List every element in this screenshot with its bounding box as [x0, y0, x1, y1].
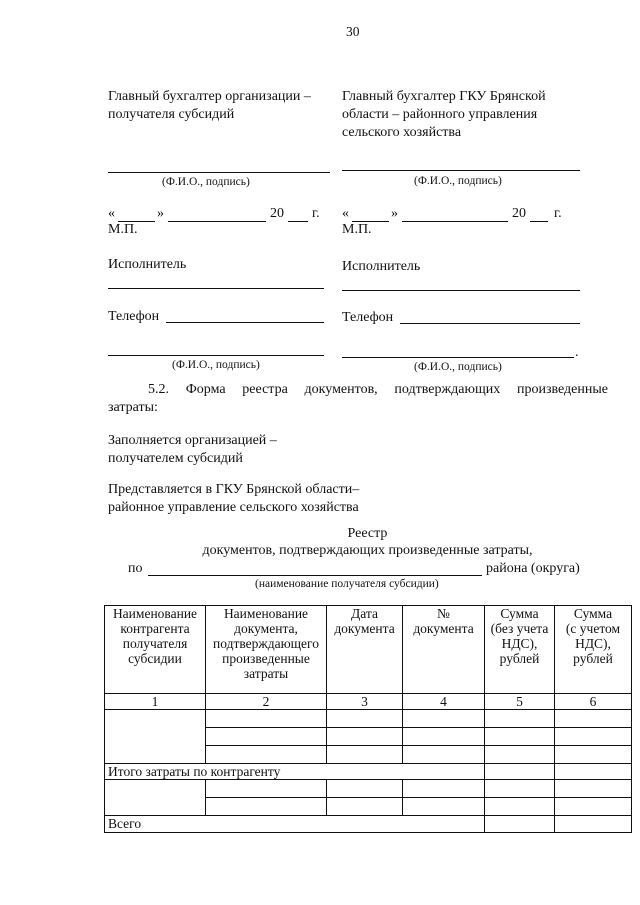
header-text: (с учетом: [565, 621, 621, 636]
table-cell: [206, 746, 327, 764]
table-cell: [403, 728, 485, 746]
table-cell: [327, 798, 403, 816]
column-number: 6: [555, 694, 632, 710]
date-year-prefix: 20: [270, 206, 284, 221]
left-fio-caption: (Ф.И.О., подпись): [162, 176, 250, 188]
column-number: 3: [327, 694, 403, 710]
date-quote-open: «: [342, 206, 349, 221]
right-executor-label: Исполнитель: [342, 259, 421, 274]
table-cell: [555, 780, 632, 798]
header-text: контрагента: [120, 621, 190, 636]
table-cell: [485, 710, 555, 728]
right-phone-line: [400, 323, 580, 324]
header-text: субсидии: [128, 651, 182, 666]
submitted-to-line: районное управление сельского хозяйства: [108, 500, 359, 515]
left-signatory-title: [108, 88, 311, 124]
registry-recipient-line: [148, 575, 482, 576]
table-cell: [485, 728, 555, 746]
header-text: затраты: [243, 666, 289, 681]
column-number: 5: [485, 694, 555, 710]
table-cell: [555, 728, 632, 746]
right-fio-caption: (Ф.И.О., подпись): [414, 175, 502, 187]
right-title-line: сельского хозяйства: [342, 125, 462, 140]
header-text: НДС),: [575, 636, 611, 651]
date-quote-close: »: [391, 206, 398, 221]
table-cell: [206, 798, 327, 816]
table-cell: [327, 780, 403, 798]
table-cell: [403, 746, 485, 764]
header-text: произведенные: [222, 651, 310, 666]
registry-subtitle: документов, подтверждающих произведенные затраты,: [202, 543, 533, 558]
right-phone-label: Телефон: [342, 310, 394, 325]
table-cell: [206, 710, 327, 728]
table-cell: [555, 816, 632, 833]
header-cell-sum-with-vat: [555, 606, 632, 694]
left-fio-caption-2: (Ф.И.О., подпись): [172, 359, 260, 371]
right-date-line: [342, 205, 572, 223]
header-cell-sum-without-vat: [485, 606, 555, 694]
header-text: №: [437, 606, 450, 621]
header-text: Сумма: [573, 606, 613, 621]
section-paragraph-line2: затраты:: [108, 400, 158, 415]
date-year-suffix: г.: [312, 206, 320, 221]
header-text: Сумма: [500, 606, 539, 621]
left-mp: М.П.: [108, 222, 138, 237]
table-cell: [485, 764, 555, 780]
filled-by-note: [108, 432, 277, 468]
right-end-period: .: [575, 345, 579, 360]
table-cell: [105, 710, 206, 764]
column-number: 2: [206, 694, 327, 710]
date-year-suffix: г.: [554, 206, 562, 221]
filled-by-line: Заполняется организацией –: [108, 433, 277, 448]
right-fio-line: [342, 357, 574, 358]
header-text: Дата: [351, 606, 378, 621]
registry-by-suffix: района (округа): [486, 561, 580, 576]
right-fio-caption-2: (Ф.И.О., подпись): [414, 361, 502, 373]
total-row: [105, 816, 632, 833]
left-phone-line: [166, 322, 324, 323]
table-cell: [555, 746, 632, 764]
table-cell: [555, 764, 632, 780]
header-text: получателя: [122, 636, 188, 651]
column-number: 4: [403, 694, 485, 710]
right-title-line: Главный бухгалтер ГКУ Брянской: [342, 89, 546, 104]
header-cell-counterparty: [105, 606, 206, 694]
header-cell-number: [403, 606, 485, 694]
right-mp: М.П.: [342, 222, 372, 237]
header-text: НДС),: [501, 636, 538, 651]
section-paragraph-line1: 5.2. Форма реестра документов, подтверждающих произведенные: [148, 382, 608, 397]
table-cell: [485, 798, 555, 816]
table-cell: [485, 780, 555, 798]
submitted-to-line: Представляется в ГКУ Брянской области–: [108, 482, 360, 497]
table-cell: [403, 710, 485, 728]
left-executor-line: [108, 288, 324, 289]
header-text: Наименование: [223, 606, 309, 621]
header-cell-date: [327, 606, 403, 694]
total-label: Всего: [105, 816, 485, 833]
date-year-prefix: 20: [512, 206, 526, 221]
left-phone-label: Телефон: [108, 309, 160, 324]
table-cell: [327, 728, 403, 746]
left-date-line: [108, 205, 330, 223]
table-cell: [105, 780, 206, 816]
left-fio-line: [108, 355, 324, 356]
table-row: [105, 780, 632, 798]
header-text: (без учета: [490, 621, 549, 636]
table-cell: [327, 746, 403, 764]
header-cell-document-name: [206, 606, 327, 694]
column-number: 1: [105, 694, 206, 710]
table-cell: [327, 710, 403, 728]
table-row: [105, 710, 632, 728]
left-signature-line: [108, 172, 330, 173]
date-month-blank: [402, 221, 508, 222]
right-signature-line: [342, 170, 580, 171]
right-signatory-title: [342, 88, 546, 142]
subtotal-label: Итого затраты по контрагенту: [105, 764, 485, 780]
header-text: документа,: [234, 621, 298, 636]
table-cell: [555, 798, 632, 816]
right-title-line: области – районного управления: [342, 107, 538, 122]
date-quote-close: »: [157, 206, 164, 221]
submitted-to-note: [108, 481, 359, 517]
table-cell: [206, 780, 327, 798]
header-text: подтверждающего: [212, 636, 319, 651]
left-title-line: получателя субсидий: [108, 107, 235, 122]
registry-recipient-caption: (наименование получателя субсидии): [255, 578, 439, 590]
right-executor-line: [342, 290, 580, 291]
registry-title: Реестр: [347, 526, 388, 541]
date-year-blank: [530, 221, 548, 222]
column-number-row: [105, 694, 632, 710]
date-month-blank: [168, 221, 266, 222]
header-text: рублей: [499, 651, 540, 666]
header-text: документа: [334, 621, 395, 636]
registry-table: [104, 605, 632, 833]
table-cell: [403, 780, 485, 798]
table-cell: [555, 710, 632, 728]
left-title-line: Главный бухгалтер организации –: [108, 89, 311, 104]
date-quote-open: «: [108, 206, 115, 221]
header-text: рублей: [573, 651, 613, 666]
filled-by-line: получателем субсидий: [108, 451, 243, 466]
registry-by-prefix: по: [128, 561, 143, 576]
table-cell: [485, 816, 555, 833]
table-header-row: [105, 606, 632, 694]
table-cell: [485, 746, 555, 764]
page-number: 30: [346, 24, 360, 39]
left-executor-label: Исполнитель: [108, 257, 187, 272]
date-year-blank: [288, 221, 308, 222]
header-text: документа: [413, 621, 474, 636]
table-cell: [403, 798, 485, 816]
table-cell: [206, 728, 327, 746]
header-text: Наименование: [112, 606, 198, 621]
subtotal-row: [105, 764, 632, 780]
